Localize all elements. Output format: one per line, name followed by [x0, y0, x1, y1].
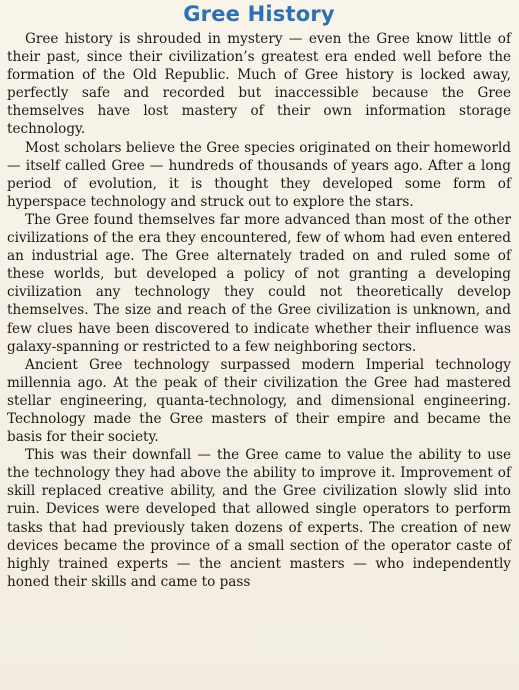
paragraph-4: Ancient Gree technology surpassed modern Imperial technology millennia ago. At the peak of their civilization the Gree had mastered stellar engineering, quanta-technology, and dimensional engineering. Technology made the Gree masters of their empire and became the basis for their society.: [7, 356, 511, 446]
paragraph-3: The Gree found themselves far more advanced than most of the other civilizations of the era they encountered, few of whom had even entered an industrial age. The Gree alternately traded on and ruled some of these worlds, but developed a policy of not granting a developing civilization any technology they could not theoretically develop themselves. The size and reach of the Gree civilization is unknown, and few clues have been discovered to indicate whether their influence was galaxy-spanning or restricted to a few neighboring sectors.: [7, 211, 511, 355]
section-title: Gree History: [183, 2, 335, 26]
paragraph-2: Most scholars believe the Gree species originated on their homeworld — itself called Gree — hundreds of thousands of years ago. After a long period of evolution, it is thought they developed some form of hyperspace technology and struck out to explore the stars.: [7, 139, 511, 210]
article-body: [7, 30, 511, 591]
paragraph-1: Gree history is shrouded in mystery — even the Gree know little of their past, since their civilization’s greatest era ended well before the formation of the Old Republic. Much of Gree history is locked away, perfectly safe and recorded but inaccessible because the Gree themselves have lost mastery of their own information storage technology.: [7, 31, 511, 138]
paragraph-5: This was their downfall — the Gree came to value the ability to use the technology they had above the ability to improve it. Improvement of skill replaced creative ability, and the Gree civilization slowly slid into ruin. Devices were developed that allowed single operators to perform tasks that had previously taken dozens of experts. The creation of new devices became the province of a small section of the operator caste of highly trained experts — the ancient masters — who independently honed their skills and came to pass: [7, 447, 511, 590]
